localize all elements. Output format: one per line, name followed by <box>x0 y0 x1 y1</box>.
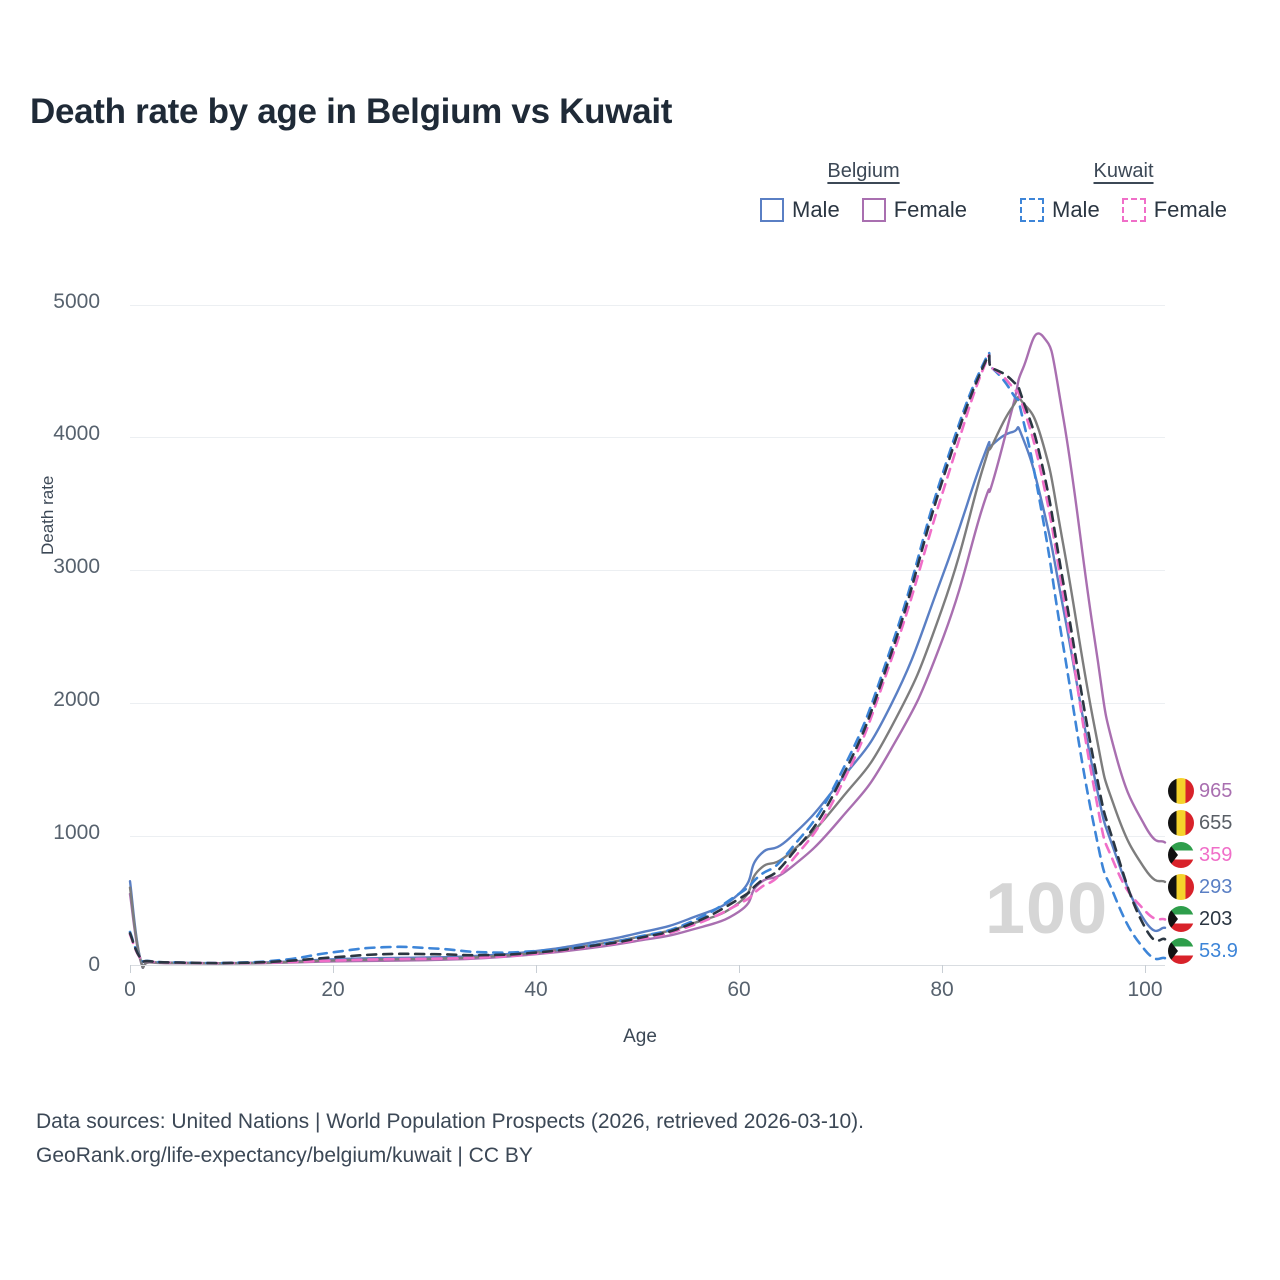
end-label <box>1168 807 1278 839</box>
y-tick-label: 1000 <box>53 821 100 844</box>
legend-group-title-kuwait: Kuwait <box>1093 160 1154 182</box>
kuwait-flag-icon <box>1168 906 1194 932</box>
y-tick-label: 0 <box>88 953 100 976</box>
legend-swatch-icon <box>760 198 784 222</box>
y-tick-label: 4000 <box>53 422 100 445</box>
legend-item-kuwait-male[interactable] <box>1020 197 1100 223</box>
chart-legend <box>700 160 1260 250</box>
end-label-value: 53.9 <box>1199 939 1238 962</box>
legend-swatch-icon <box>862 198 886 222</box>
belgium-flag-icon <box>1168 874 1194 900</box>
belgium-flag-icon <box>1168 778 1194 804</box>
legend-item-kuwait-female[interactable] <box>1122 197 1227 223</box>
legend-group-kuwait <box>1020 160 1227 223</box>
kuwait-flag-icon <box>1168 938 1194 964</box>
legend-group-title-belgium: Belgium <box>827 160 900 182</box>
x-axis-label: Age <box>623 1026 657 1047</box>
x-tick-label: 40 <box>524 978 548 1001</box>
y-tick-label: 3000 <box>53 555 100 578</box>
legend-item-belgium-male[interactable] <box>760 197 840 223</box>
end-label-value: 293 <box>1199 875 1233 898</box>
end-label-value: 965 <box>1199 779 1233 802</box>
legend-swatch-icon <box>1122 198 1146 222</box>
end-label <box>1168 839 1278 871</box>
legend-label: Female <box>1153 197 1228 222</box>
series-end-labels <box>1168 775 1278 967</box>
end-label <box>1168 903 1278 935</box>
x-tick-mark <box>536 965 537 973</box>
footer <box>36 1105 864 1173</box>
legend-label: Male <box>792 197 840 222</box>
x-tick-mark <box>942 965 943 973</box>
x-tick-mark <box>333 965 334 973</box>
end-label <box>1168 935 1278 967</box>
x-tick-mark <box>130 965 131 973</box>
belgium-flag-icon <box>1168 810 1194 836</box>
x-tick-mark <box>1145 965 1146 973</box>
end-label-value: 359 <box>1199 843 1233 866</box>
legend-label: Female <box>893 197 968 222</box>
x-tick-label: 80 <box>930 978 954 1001</box>
end-label <box>1168 871 1278 903</box>
footer-data-sources: Data sources: United Nations | World Population Prospects (2026, retrieved 2026-03-10). <box>36 1110 865 1133</box>
end-label-value: 655 <box>1199 811 1233 834</box>
x-tick-label: 20 <box>321 978 345 1001</box>
footer-attribution: GeoRank.org/life-expectancy/belgium/kuwait | CC BY <box>36 1144 533 1168</box>
page-title: Death rate by age in Belgium vs Kuwait <box>30 92 673 131</box>
x-axis-line <box>130 965 1165 966</box>
end-label <box>1168 775 1278 807</box>
kuwait-flag-icon <box>1168 842 1194 868</box>
watermark: 100 <box>985 869 1109 949</box>
plot-area <box>130 305 1165 965</box>
y-tick-label: 5000 <box>53 290 100 313</box>
y-axis-label: Death rate <box>38 475 57 555</box>
x-tick-label: 100 <box>1127 978 1163 1001</box>
legend-label: Male <box>1052 197 1100 222</box>
x-tick-mark <box>739 965 740 973</box>
x-tick-label: 0 <box>124 978 136 1001</box>
x-tick-label: 60 <box>727 978 751 1001</box>
legend-swatch-icon <box>1020 198 1044 222</box>
end-label-value: 203 <box>1199 907 1233 930</box>
legend-group-belgium <box>760 160 967 223</box>
legend-item-belgium-female[interactable] <box>862 197 967 223</box>
y-tick-label: 2000 <box>53 688 100 711</box>
